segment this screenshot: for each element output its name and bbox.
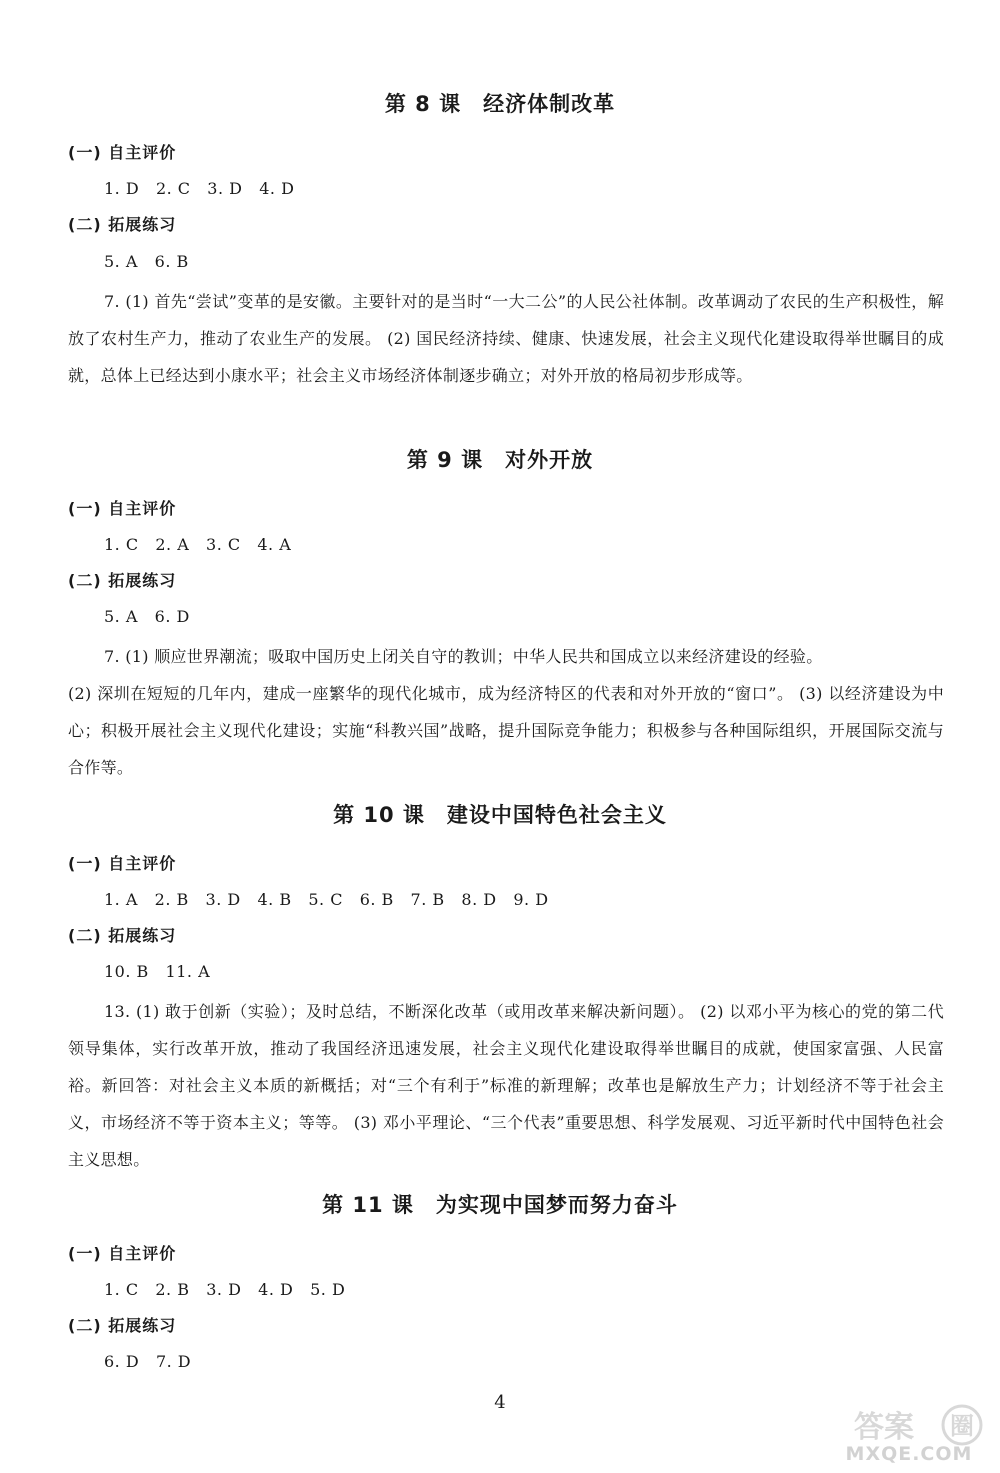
- lesson-number: 第 8 课: [384, 92, 462, 116]
- self-evaluation-answers: 1. D 2. C 3. D 4. D: [104, 179, 295, 198]
- answer-paragraph: 7. (1) 首先“尝试”变革的是安徽。主要针对的是当时“一大二公”的人民公社体制。改革调动了农民的生产积极性，解放了农村生产力，推动了农业生产的发展。 (2) 国民经济持续、健康、快速发展，社会主义现代化建设取得举世瞩目的成就，总体上已经达到小康水平；社会主义市场经济体制逐步确立；对外开放的格局初步形成等。: [68, 292, 944, 385]
- lesson-number: 第 10 课: [333, 803, 425, 827]
- self-evaluation-answers: 1. C 2. B 3. D 4. D 5. D: [104, 1280, 346, 1299]
- page-number: 4: [494, 1392, 506, 1413]
- self-evaluation-heading: (一) 自主评价: [68, 143, 177, 162]
- lesson-name: 为实现中国梦而努力奋斗: [435, 1193, 678, 1217]
- watermark-logo-icon: [824, 1403, 994, 1447]
- extension-practice-heading: (二) 拓展练习: [68, 926, 177, 945]
- self-evaluation-answers: 1. C 2. A 3. C 4. A: [104, 535, 292, 554]
- extension-practice-heading: (二) 拓展练习: [68, 1316, 177, 1335]
- lesson-11-title: [0, 1185, 1000, 1225]
- self-evaluation-heading: (一) 自主评价: [68, 854, 177, 873]
- lesson-10-title: [0, 795, 1000, 835]
- lesson-name: 对外开放: [505, 448, 594, 472]
- lesson-number: 第 9 课: [406, 448, 484, 472]
- extension-practice-answers: 10. B 11. A: [104, 962, 211, 981]
- extension-practice-answers: 5. A 6. B: [104, 252, 189, 271]
- extension-practice-answers: 5. A 6. D: [104, 607, 190, 626]
- svg-text:圈: 圈: [950, 1412, 974, 1440]
- answer-paragraph: (2) 深圳在短短的几年内，建成一座繁华的现代化城市，成为经济特区的代表和对外开放的“窗口”。 (3) 以经济建设为中心；积极开展社会主义现代化建设；实施“科教兴国”战略，提升国际竞争能力；积极参与各种国际组织，开展国际交流与合作等。: [68, 684, 944, 777]
- lesson-name: 建设中国特色社会主义: [446, 803, 667, 827]
- watermark-site: MXQE.COM: [845, 1443, 973, 1465]
- extension-practice-answers: 6. D 7. D: [104, 1352, 192, 1371]
- self-evaluation-heading: (一) 自主评价: [68, 1244, 177, 1263]
- answer-paragraph-line1: 7. (1) 顺应世界潮流；吸取中国历史上闭关自守的教训；中华人民共和国成立以来经济建设的经验。: [104, 647, 823, 666]
- lesson-9-title: [0, 440, 1000, 480]
- self-evaluation-answers: 1. A 2. B 3. D 4. B 5. C 6. B 7. B 8. D 9. D: [104, 890, 549, 909]
- extension-practice-heading: (二) 拓展练习: [68, 571, 177, 590]
- svg-text:答案: 答案: [854, 1410, 914, 1445]
- lesson-number: 第 11 课: [322, 1193, 414, 1217]
- watermark: [824, 1403, 994, 1469]
- lesson-8-title: [0, 84, 1000, 124]
- lesson-name: 经济体制改革: [483, 92, 616, 116]
- extension-practice-heading: (二) 拓展练习: [68, 215, 177, 234]
- answer-paragraph: 13. (1) 敢于创新（实验）；及时总结，不断深化改革（或用改革来解决新问题）。 (2) 以邓小平为核心的党的第二代领导集体，实行改革开放，推动了我国经济迅速发展，社会主义现代化建设取得举世瞩目的成就，使国家富强、人民富裕。新回答：对社会主义本质的新概括；对“三个有利于”标准的新理解；改革也是解放生产力；计划经济不等于社会主义，市场经济不等于资本主义；等等。 (3) 邓小平理论、“三个代表”重要思想、科学发展观、习近平新时代中国特色社会主义思想。: [68, 1002, 944, 1169]
- self-evaluation-heading: (一) 自主评价: [68, 499, 177, 518]
